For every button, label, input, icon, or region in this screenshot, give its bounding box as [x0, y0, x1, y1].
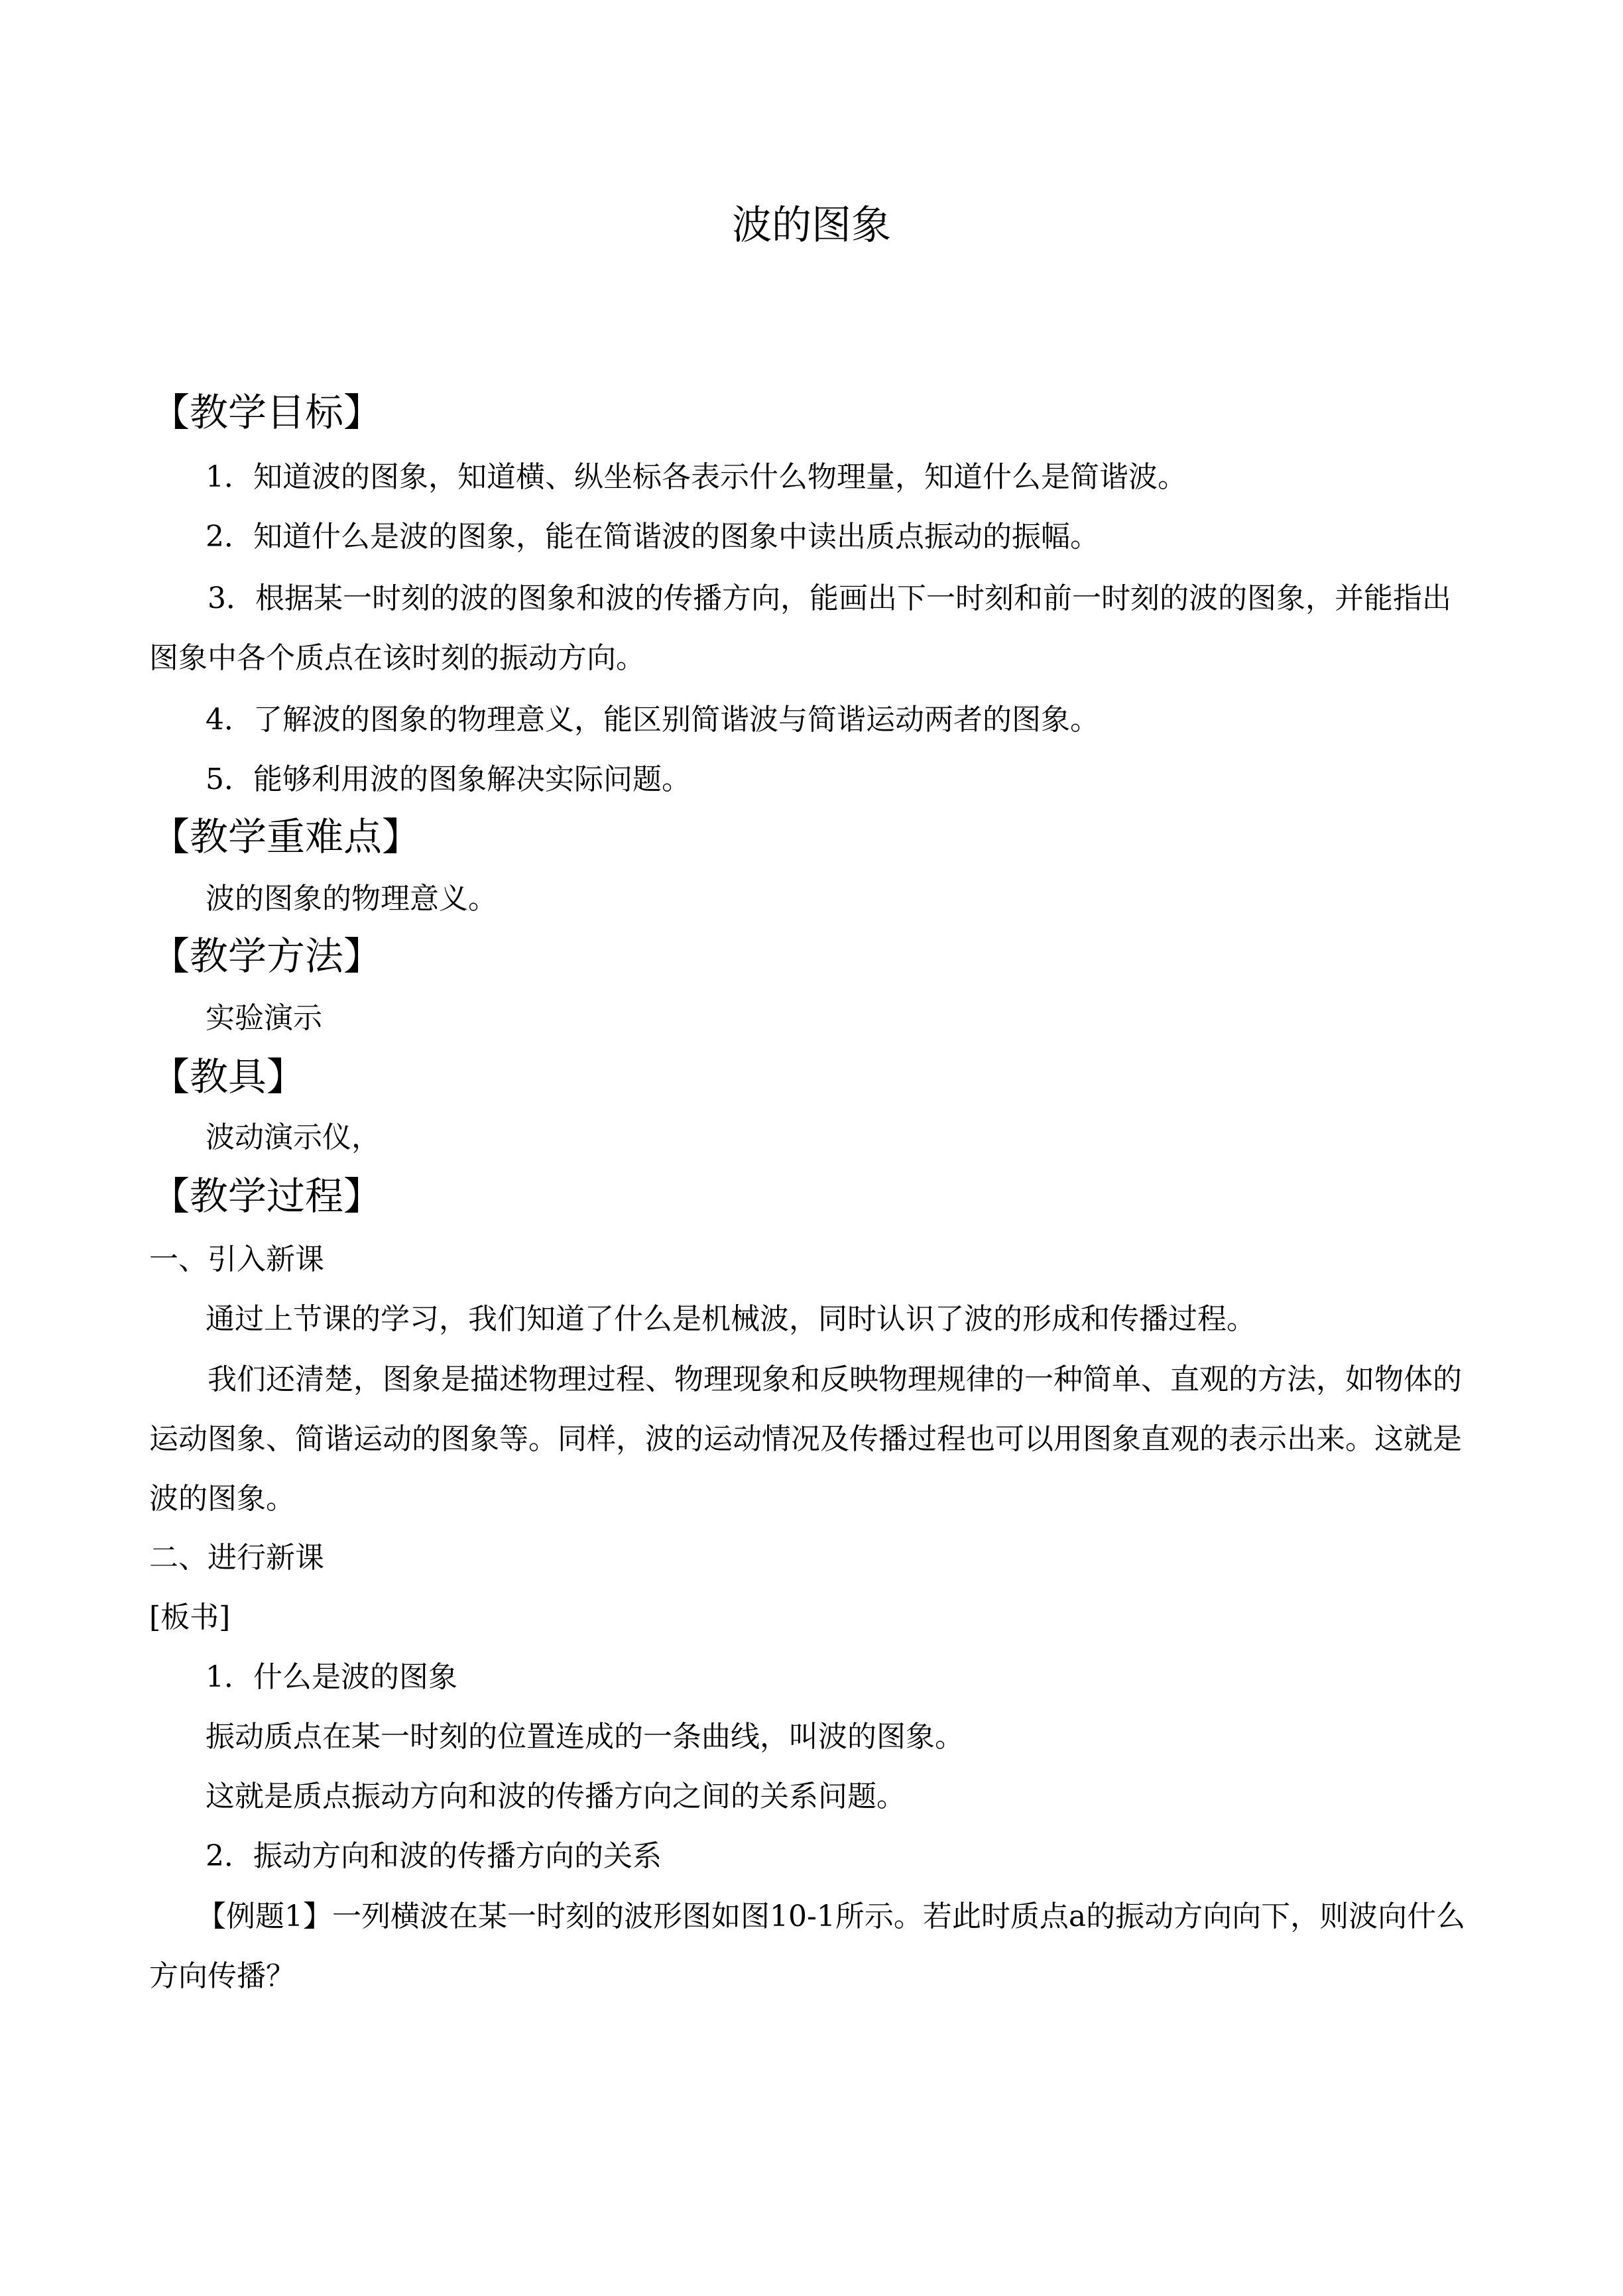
objectives-heading: 【教学目标】 [151, 390, 383, 435]
objective-item-5: 5．能够利用波的图象解决实际问题。 [206, 762, 691, 796]
objective-item-3: 3．根据某一时刻的波的图象和波的传播方向，能画出下一时刻和前一时刻的波的图象，并能指出图象中各个质点在该时刻的振动方向。 [149, 581, 1451, 675]
part1-paragraph-1: 通过上节课的学习，我们知道了什么是机械波，同时认识了波的形成和传播过程。 [206, 1302, 1256, 1336]
item1-note: 这就是质点振动方向和波的传播方向之间的关系问题。 [206, 1780, 906, 1813]
board-label: [板书] [149, 1601, 231, 1634]
page-title: 波的图象 [732, 202, 891, 249]
objective-item-2: 2．知道什么是波的图象，能在简谐波的图象中读出质点振动的振幅。 [206, 520, 1099, 554]
method-heading: 【教学方法】 [151, 934, 383, 979]
method-text: 实验演示 [206, 1001, 322, 1035]
key-points-text: 波的图象的物理意义。 [206, 882, 497, 916]
item2-title: 2．振动方向和波的传播方向的关系 [206, 1839, 662, 1873]
objective-item-1: 1．知道波的图象，知道横、纵坐标各表示什么物理量，知道什么是简谐波。 [206, 460, 1187, 494]
part2-title: 二、进行新课 [149, 1541, 324, 1575]
item1-definition: 振动质点在某一时刻的位置连成的一条曲线，叫波的图象。 [206, 1720, 964, 1754]
process-heading: 【教学过程】 [151, 1174, 383, 1219]
tools-text: 波动演示仪， [206, 1120, 381, 1154]
item1-title: 1．什么是波的图象 [206, 1660, 457, 1694]
objective-item-4: 4．了解波的图象的物理意义，能区别简谐波与简谐运动两者的图象。 [206, 703, 1099, 737]
key-points-heading: 【教学重难点】 [151, 814, 421, 859]
tools-heading: 【教具】 [151, 1054, 306, 1099]
part1-paragraph-2: 我们还清楚，图象是描述物理过程、物理现象和反映物理规律的一种简单、直观的方法，如物体的运动图象、简谐运动的图象等。同样，波的运动情况及传播过程也可以用图象直观的表示出来。这就是波的图象。 [149, 1362, 1462, 1516]
example-1: 【例题1】一列横波在某一时刻的波形图如图10-1所示。若此时质点a的振动方向向下，则波向什么方向传播？ [149, 1900, 1466, 1993]
part1-title: 一、引入新课 [149, 1242, 324, 1276]
